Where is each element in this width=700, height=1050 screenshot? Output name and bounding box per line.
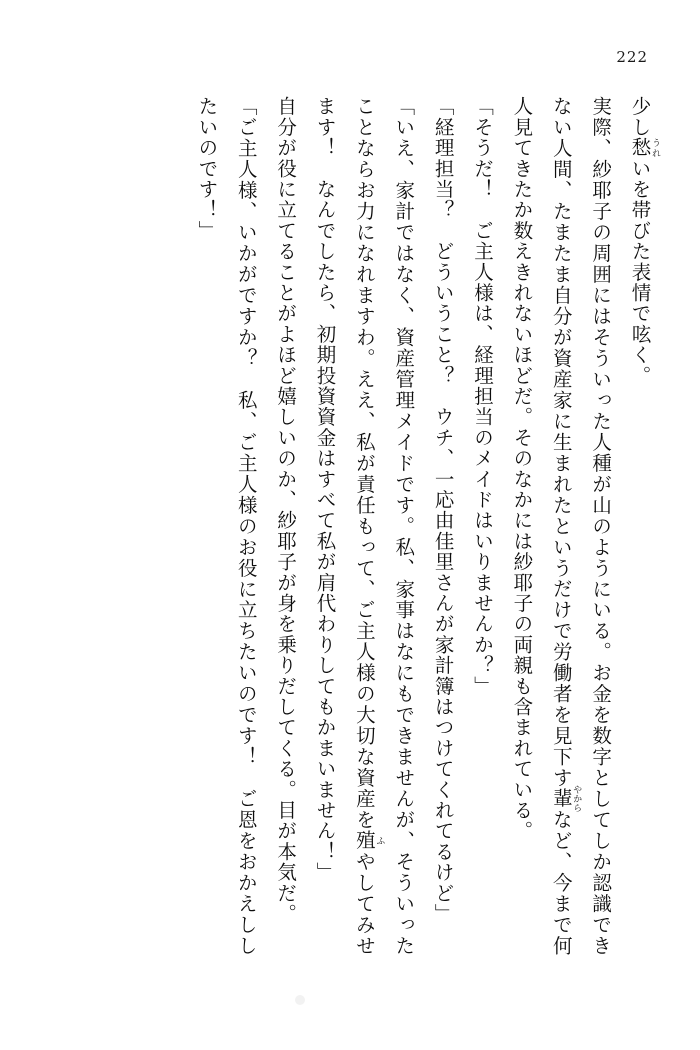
paragraph: 少し愁うれいを帯びた表情で呟く。 xyxy=(628,96,660,386)
paragraph: 「そうだ！ ご主人様は、経理担当のメイドはいりませんか？」 xyxy=(471,96,494,697)
paragraph: 自分が役に立てることがよほど嬉しいのか、紗耶子が身を乗りだしてくる。目が本気だ。 xyxy=(274,96,298,924)
ruby-annotation: 殖ふ xyxy=(352,830,385,852)
ruby-annotation: 愁うれ xyxy=(628,137,660,159)
page-number: 222 xyxy=(616,48,648,66)
paragraph: 「ご主人様、いかがですか？ 私、ご主人様のお役に立ちたいのです！ ご恩をおかえししたいのです！」 xyxy=(195,96,258,956)
paragraph: 「経理担当？ どういうこと？ ウチ、一応由佳里さんが家計簿はつけてくれてるけど」 xyxy=(431,96,455,924)
paragraph: 「いえ、家計ではなく、資産管理メイドです。私、家事はなにもできませんが、そういったことならお力になれますわ。ええ、私が責任もって、ご主人様の大切な資産を殖ふやしてみせます！ なんでしたら、初期投資資金はすべて私が肩代わりしてもかまいません！」 xyxy=(313,96,416,957)
ruby-annotation: 輩やから xyxy=(549,785,582,813)
paragraph: 実際、紗耶子の周囲にはそういった人種が山のようにいる。お金を数字としてしか認識できない人間、たまたま自分が資産家に生まれたというだけで労働者を見下す輩やからなど、今まで何人見てきたか数えきれないほどだ。そのなかには紗耶子の両親も含まれている。 xyxy=(510,96,613,956)
page-smudge-mark xyxy=(295,995,305,1005)
vertical-text-body xyxy=(60,96,660,956)
